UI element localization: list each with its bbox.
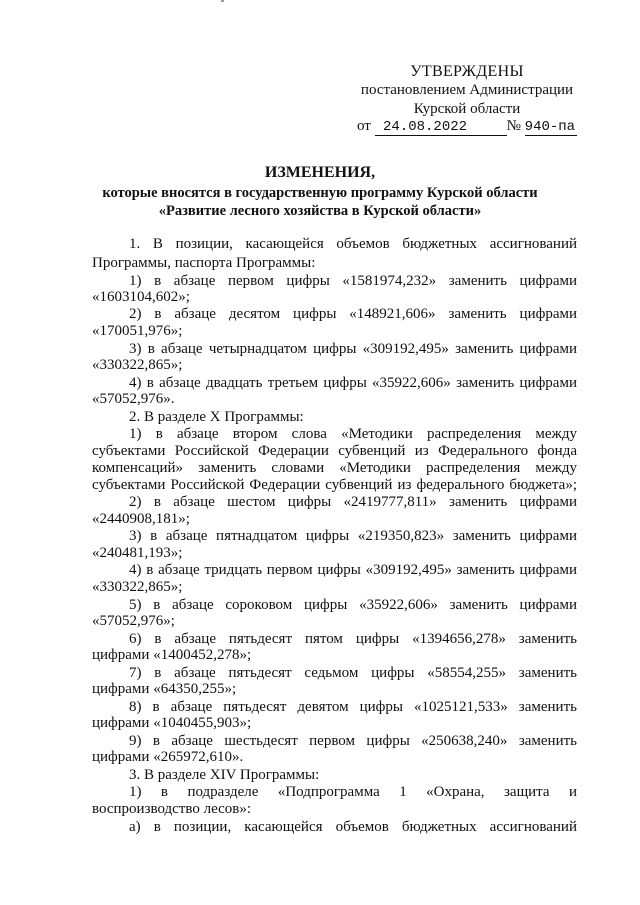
body-line: компенсаций» заменить словами «Методики распределения между (92, 460, 577, 476)
approval-date-line (357, 117, 577, 136)
body-line: «2440908,181»; (92, 511, 190, 527)
body-line: воспроизводство лесов»: (92, 801, 252, 817)
body-line: а) в позиции, касающейся объемов бюджетных ассигнований (129, 819, 577, 835)
body-line: «330322,865»; (92, 579, 183, 595)
body-line: 7) в абзаце пятьдесят седьмом цифры «58554,255» заменить (129, 665, 577, 681)
body-line: 2) в абзаце десятом цифры «148921,606» заменить цифрами (129, 306, 577, 322)
approval-line-2: постановлением Администрации (360, 82, 574, 98)
body-line: 9) в абзаце шестьдесят первом цифры «250638,240» заменить (129, 733, 577, 749)
body-line: цифрами «1040455,903»; (92, 715, 252, 731)
approval-number: 940-па (524, 119, 576, 135)
body-line: 3. В разделе XIV Программы: (129, 767, 320, 783)
body-line: 4) в абзаце двадцать третьем цифры «35922,606» заменить цифрами (129, 375, 577, 391)
body-line: 3) в абзаце четырнадцатом цифры «309192,495» заменить цифрами (129, 341, 577, 357)
body-line: субъектами Российской Федерации субвенций из Федерального фонда (92, 443, 577, 459)
body-line: «330322,865»; (92, 357, 183, 373)
body-line: 4) в абзаце тридцать первом цифры «309192,495» заменить цифрами (129, 562, 577, 578)
body-line: «170051,976»; (92, 323, 183, 339)
body-line: 1) в абзаце втором слова «Методики распределения между (129, 426, 577, 442)
body-line: 5) в абзаце сороковом цифры «35922,606» заменить цифрами (129, 597, 577, 613)
body-line: «57052,976». (92, 391, 175, 407)
body-line: цифрами «1400452,278»; (92, 647, 252, 663)
document-subtitle-line-2: «Развитие лесного хозяйства в Курской области» (158, 203, 482, 219)
body-line: «57052,976»; (92, 613, 175, 629)
body-line: 1) в абзаце первом цифры «1581974,232» заменить цифрами (129, 273, 577, 289)
body-line: 2. В разделе X Программы: (129, 409, 304, 425)
approval-block (354, 62, 580, 119)
document-title: ИЗМЕНЕНИЯ, (264, 164, 376, 181)
body-line: 1) в подразделе «Подпрограмма 1 «Охрана, защита и (129, 784, 577, 800)
approval-date (375, 120, 507, 136)
body-line: цифрами «64350,255»; (92, 681, 237, 697)
body-line: 8) в абзаце пятьдесят девятом цифры «1025121,533» заменить (129, 699, 577, 715)
approval-date-value: 24.08.2022 (383, 119, 468, 135)
body-line: 1. В позиции, касающейся объемов бюджетных ассигнований (129, 236, 577, 252)
approval-line-3: Курской области (413, 101, 521, 117)
body-line: 3) в абзаце пятнадцатом цифры «219350,823» заменить цифрами (129, 528, 577, 544)
body-line: 6) в абзаце пятьдесят пятом цифры «1394656,278» заменить (129, 631, 577, 647)
body-line: субъектами Российской Федерации субвенций из федерального бюджета»; (92, 477, 577, 493)
scan-mark (221, 0, 224, 2)
body-line: Программы, паспорта Программы: (92, 255, 316, 271)
body-line: «240481,193»; (92, 545, 183, 561)
body-line: цифрами «265972,610». (92, 749, 244, 765)
approval-title: УТВЕРЖДЕНЫ (410, 63, 524, 80)
document-subtitle-line-1: которые вносятся в государственную программу Курской области (102, 185, 538, 201)
body-line: 2) в абзаце шестом цифры «2419777,811» заменить цифрами (129, 494, 577, 510)
from-label: от (357, 118, 371, 134)
body-line: «1603104,602»; (92, 289, 190, 305)
number-label: № (506, 118, 521, 134)
